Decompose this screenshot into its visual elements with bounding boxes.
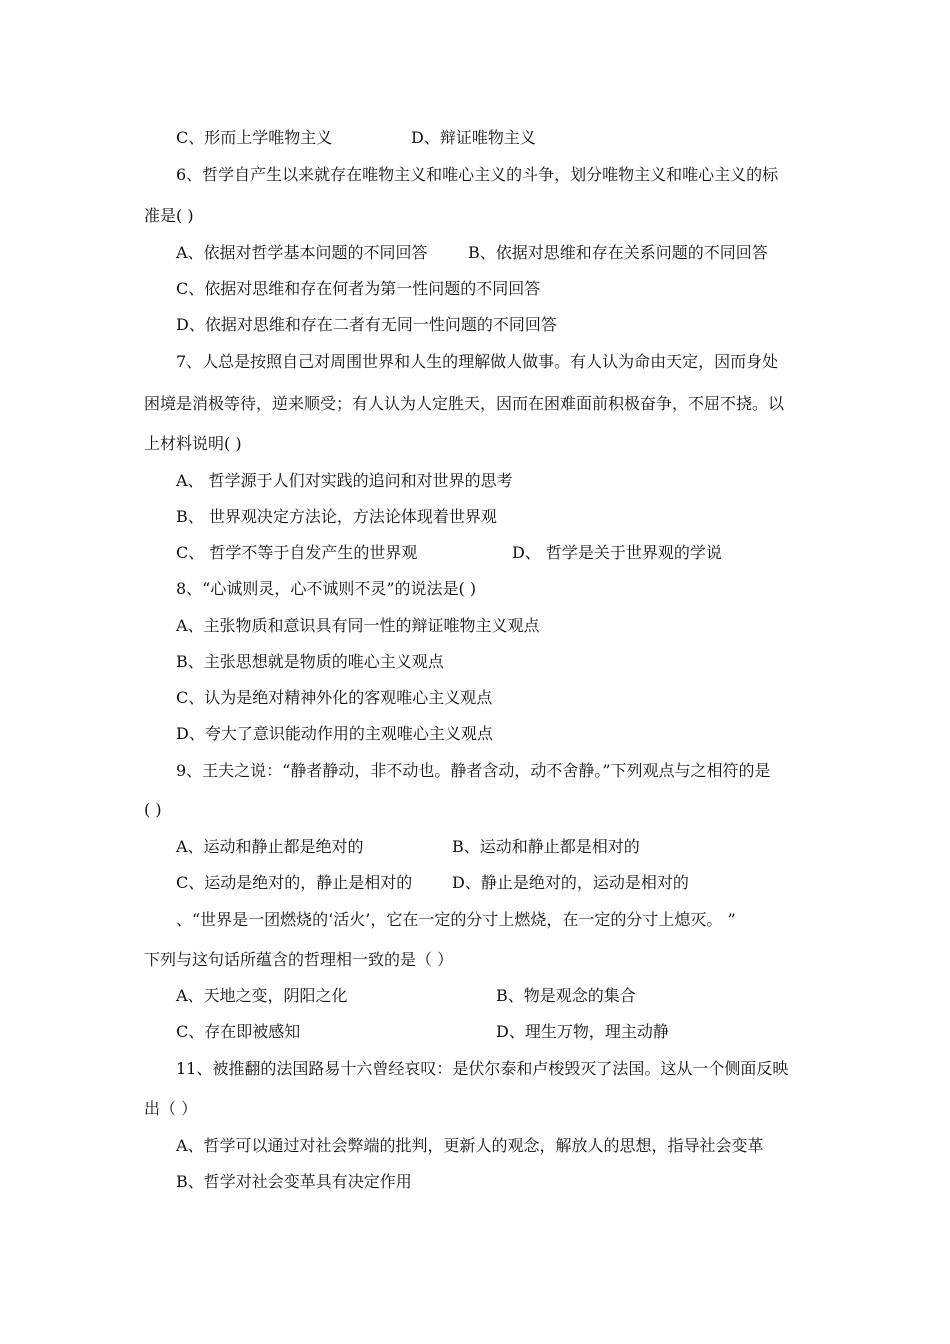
q5-option-c: C、形而上学唯物主义 (176, 128, 333, 147)
q9-options-row-ab (176, 837, 640, 857)
q7-stem-line-3: 上材料说明( ) (144, 434, 242, 453)
q8-option-b: B、主张思想就是物质的唯心主义观点 (176, 652, 444, 671)
q6-stem-line-1: 6、哲学自产生以来就存在唯物主义和唯心主义的斗争，划分唯物主义和唯心主义的标 (176, 165, 779, 184)
q10-option-c: C、存在即被感知 (176, 1022, 301, 1041)
q6-option-c: C、依据对思维和存在何者为第一性问题的不同回答 (176, 279, 541, 298)
q10-option-b: B、物是观念的集合 (496, 986, 636, 1005)
q5-options-row (176, 128, 536, 148)
q9-stem-line-1: 9、王夫之说：“静者静动，非不动也。静者含动，动不舍静。”下列观点与之相符的是 (176, 761, 771, 780)
q11-option-a: A、哲学可以通过对社会弊端的批判，更新人的观念，解放人的思想，指导社会变革 (176, 1136, 764, 1155)
q6-options-row-ab (176, 243, 768, 263)
q7-options-row-cd (176, 543, 722, 563)
q7-option-b: B、 世界观决定方法论，方法论体现着世界观 (176, 507, 497, 526)
q5-option-d: D、辩证唯物主义 (411, 128, 536, 147)
q10-stem-line-2: 下列与这句话所蕴含的哲理相一致的是（ ） (144, 950, 454, 969)
q8-option-c: C、认为是绝对精神外化的客观唯心主义观点 (176, 688, 493, 707)
q6-stem-line-2: 准是( ) (144, 206, 194, 225)
q6-option-d: D、依据对思维和存在二者有无同一性问题的不同回答 (176, 315, 557, 334)
q9-option-a: A、运动和静止都是绝对的 (176, 837, 364, 856)
q9-option-c: C、运动是绝对的，静止是相对的 (176, 873, 413, 892)
q7-option-c: C、 哲学不等于自发产生的世界观 (176, 543, 418, 562)
q10-options-row-cd (176, 1022, 669, 1042)
q10-option-d: D、理生万物，理主动静 (496, 1022, 669, 1041)
q8-option-d: D、夸大了意识能动作用的主观唯心主义观点 (176, 724, 493, 743)
q7-option-a: A、 哲学源于人们对实践的追问和对世界的思考 (176, 471, 513, 490)
q9-stem-line-2: ( ) (144, 800, 162, 819)
q9-option-b: B、运动和静止都是相对的 (452, 837, 640, 856)
q10-option-a: A、天地之变，阴阳之化 (176, 986, 348, 1005)
q7-option-d: D、 哲学是关于世界观的学说 (512, 543, 722, 562)
q8-option-a: A、主张物质和意识具有同一性的辩证唯物主义观点 (176, 616, 540, 635)
q10-stem-line-1: 、“世界是一团燃烧的‘活火’，它在一定的分寸上燃烧，在一定的分寸上熄灭。 ” (176, 910, 736, 929)
q9-options-row-cd (176, 873, 689, 893)
q7-stem-line-1: 7、人总是按照自己对周围世界和人生的理解做人做事。有人认为命由天定，因而身处 (176, 352, 779, 371)
q10-options-row-ab (176, 986, 636, 1006)
q11-stem-line-1: 11、被推翻的法国路易十六曾经哀叹：是伏尔泰和卢梭毁灭了法国。这从一个侧面反映 (176, 1059, 789, 1078)
q6-option-b: B、依据对思维和存在关系问题的不同回答 (468, 243, 768, 262)
q6-option-a: A、依据对哲学基本问题的不同回答 (176, 243, 428, 262)
q11-stem-line-2: 出（ ） (144, 1099, 198, 1118)
q9-option-d: D、静止是绝对的，运动是相对的 (452, 873, 689, 892)
q7-stem-line-2: 困境是消极等待，逆来顺受；有人认为人定胜天，因而在困难面前积极奋争，不屈不挠。以 (144, 394, 785, 413)
q11-option-b: B、哲学对社会变革具有决定作用 (176, 1172, 412, 1191)
q8-stem: 8、“心诚则灵，心不诚则不灵”的说法是( ) (176, 579, 477, 598)
